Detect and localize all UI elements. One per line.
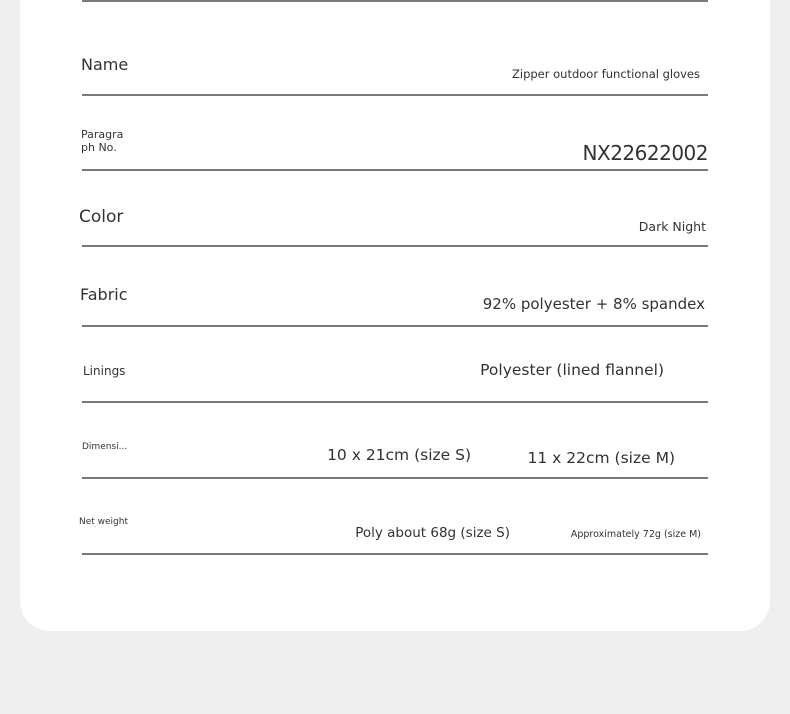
paragraph-value: NX22622002 xyxy=(582,141,708,165)
divider-fabric xyxy=(82,325,708,327)
weight-label: Net weight xyxy=(79,517,129,527)
divider-linings xyxy=(82,401,708,403)
paragraph-label-line1: Paragra xyxy=(81,128,124,141)
weight-value-s: Poly about 68g (size S) xyxy=(355,525,510,541)
linings-label: Linings xyxy=(83,364,126,378)
dimension-value-s: 10 x 21cm (size S) xyxy=(327,446,471,464)
weight-value-m: Approximately 72g (size M) xyxy=(570,529,701,540)
fabric-label: Fabric xyxy=(80,285,128,304)
color-label: Color xyxy=(79,207,124,227)
divider-paragraph xyxy=(82,169,708,171)
divider-color xyxy=(82,245,708,247)
name-label: Name xyxy=(81,55,129,74)
linings-value: Polyester (lined flannel) xyxy=(480,361,664,379)
dimension-value-m: 11 x 22cm (size M) xyxy=(527,449,675,467)
name-value: Zipper outdoor functional gloves xyxy=(512,67,700,81)
divider-name xyxy=(82,94,708,96)
paragraph-label-line2: ph No. xyxy=(81,141,117,154)
divider-weight xyxy=(82,553,708,555)
divider-dimension xyxy=(82,477,708,479)
color-value: Dark Night xyxy=(638,219,706,234)
fabric-value: 92% polyester + 8% spandex xyxy=(482,295,705,313)
dimension-label: Dimensi... xyxy=(82,442,128,452)
divider-top xyxy=(82,0,708,2)
